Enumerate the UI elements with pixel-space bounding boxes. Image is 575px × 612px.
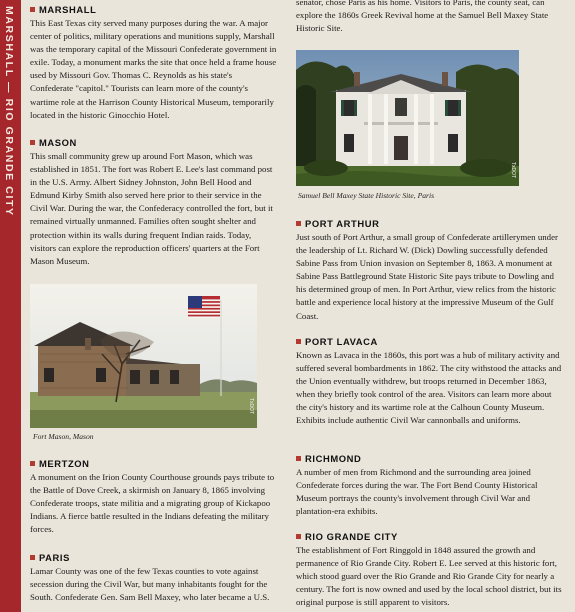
section-paris: [30, 551, 277, 604]
section-body: Lamar County was one of the few Texas counties to vote against secession during the Civil War, but many inhabitants fought for the South. Confederate Gen. Sam Bell Maxey, who later became a U.S.: [30, 566, 270, 603]
side-bar: [0, 0, 21, 612]
section-marshall: [30, 3, 277, 122]
section-title: PARIS: [39, 551, 70, 563]
section-mertzon: [30, 457, 277, 536]
section-port-arthur: [296, 217, 562, 323]
fort-mason-photo: [30, 284, 257, 428]
section-title: RICHMOND: [305, 452, 362, 464]
section-paris-continued: [296, 0, 562, 35]
section-title: PORT LAVACA: [305, 335, 378, 347]
section-body: A number of men from Richmond and the surrounding area joined Confederate forces during the war. The Fort Bend County Historical Museum portrays the county's involvement through Civil War and plantation-era exhibits.: [296, 467, 538, 517]
section-title: MASON: [39, 136, 77, 148]
bullet-square-icon: [30, 140, 35, 145]
bullet-square-icon: [296, 221, 301, 226]
section-body: The establishment of Fort Ringgold in 1848 assured the growth and permanence of Rio Grande City. Robert E. Lee served at this historic fort, which stood guard over the Rio Grande and Rio Grande City for nearly a century. The fort is now owned and used by the local school district, but its original purpose is still apparent to visitors.: [296, 545, 562, 608]
section-body: A monument on the Irion County Courthouse grounds pays tribute to the Battle of Dove Creek, a skirmish on January 8, 1865 involving Confederate troops, state militia and a migrating group of Kickapoo Indians. A fierce battle resulted in the Indians defeating the military forces.: [30, 472, 275, 535]
bullet-square-icon: [296, 456, 301, 461]
photo-credit: TxDOT: [248, 397, 254, 414]
side-section-label: MARSHALL — RIO GRANDE CITY: [3, 6, 15, 217]
section-rio-grande-city: [296, 530, 562, 609]
section-body: Known as Lavaca in the 1860s, this port was a hub of military activity and suffered several bombardments in 1862. The city withstood the attacks and the Union eventually withdrew, but troops returned in December 1863, when they briefly took control of the area. Visitors can learn more about the city's history and its wartime role at the Calhoun County Museum. Exhibits include authentic Civil War cannonballs and uniforms.: [296, 350, 562, 426]
section-title: MARSHALL: [39, 3, 97, 15]
bullet-square-icon: [30, 7, 35, 12]
section-title: RIO GRANDE CITY: [305, 530, 398, 542]
bullet-square-icon: [296, 534, 301, 539]
photo-caption: Samuel Bell Maxey State Historic Site, Paris: [298, 191, 435, 200]
section-title: MERTZON: [39, 457, 90, 469]
maxey-house-photo: [296, 50, 519, 186]
section-body: Just south of Port Arthur, a small group of Confederate artillerymen under the leadership of Lt. Richard W. (Dick) Dowling successfully defended Sabine Pass from Union invasion on September 8, 1863. A monument at Sabine Pass Battleground State Historic Site pays tribute to Dowling and his determined group of men. In Port Arthur, view relics from the historic battle and experience local history at the impressive Museum of the Gulf Coast.: [296, 232, 558, 321]
bullet-square-icon: [296, 339, 301, 344]
bullet-square-icon: [30, 555, 35, 560]
section-title: PORT ARTHUR: [305, 217, 380, 229]
section-richmond: [296, 452, 562, 518]
photo-caption: Fort Mason, Mason: [33, 432, 94, 441]
section-body: This East Texas city served many purposes during the war. A major center of politics, military operations and munitions supply, Marshall was the temporary capital of the Missouri Confederate government in exile. Today, a monument marks the site that once held a frame house used by Missouri Gov. Thomas C. Reynolds as his state's Confederate "capitol." Tourists can learn more of the county's wartime role at the Harrison County Historical Museum, temporarily located in the historic Ginocchio Hotel.: [30, 18, 277, 120]
bullet-square-icon: [30, 461, 35, 466]
section-body: This small community grew up around Fort Mason, which was established in 1851. The fort was Robert E. Lee's last command post in the U.S. Army. Albert Sidney Johnston, John Bell Hood and Edmund Kirby Smith also served here prior to their service in the Civil War. During the war, the Confederacy controlled the fort, but it remained virtually unmanned. Families often sought shelter and protection within its walls during frequent Indian raids. Today, visitors can explore the reproduction officers' quarters at the Fort Mason Museum.: [30, 151, 273, 266]
section-mason: [30, 136, 277, 268]
section-body: senator, chose Paris as his home. Visitors to Paris, the county seat, can explore the 1860s Greek Revival home at the Samuel Bell Maxey State Historic Site.: [296, 0, 549, 34]
photo-credit: TxDOT: [510, 161, 516, 178]
section-port-lavaca: [296, 335, 562, 428]
